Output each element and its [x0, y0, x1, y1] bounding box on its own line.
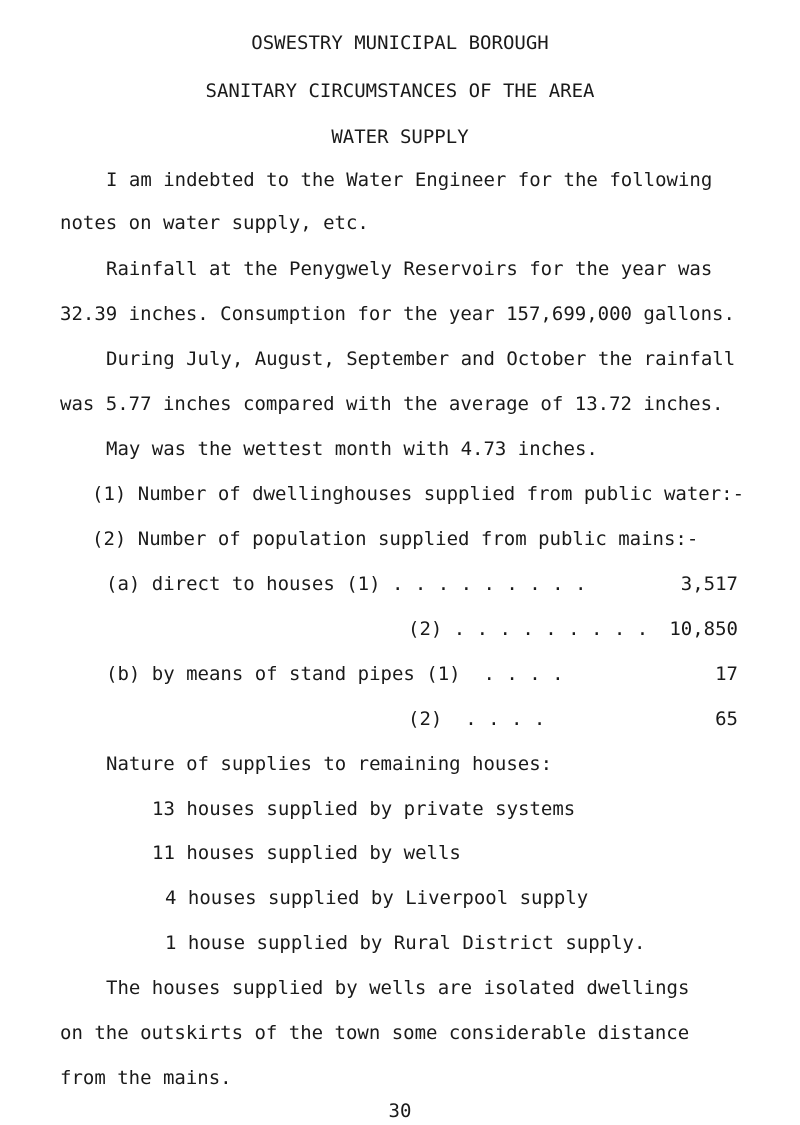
closing-line-2: on the outskirts of the town some considerable distance	[60, 1022, 690, 1044]
rainfall-line-5: May was the wettest month with 4.73 inches.	[106, 438, 598, 460]
nature-liverpool: 4 houses supplied by Liverpool supply	[165, 887, 589, 909]
section-title: SANITARY CIRCUMSTANCES OF THE AREA	[205, 80, 595, 102]
intro-line-2: notes on water supply, etc.	[60, 212, 369, 234]
direct-houses-2-value: 10,850	[669, 618, 738, 640]
nature-wells: 11 houses supplied by wells	[152, 842, 461, 864]
rainfall-line-1: Rainfall at the Penygwely Reservoirs for the year was	[106, 258, 713, 280]
stand-pipes-label: (b) by means of stand pipes (1) . . . .	[106, 663, 564, 685]
rainfall-line-3: During July, August, September and October the rainfall	[106, 348, 736, 370]
closing-line-3: from the mains.	[60, 1067, 232, 1089]
rainfall-line-2: 32.39 inches. Consumption for the year 157,699,000 gallons.	[60, 303, 735, 325]
item-1-dwellinghouses: (1) Number of dwellinghouses supplied from public water:-	[92, 483, 745, 505]
stand-pipes-2-label: (2) . . . .	[408, 708, 546, 730]
intro-line-1: I am indebted to the Water Engineer for the following	[106, 169, 713, 191]
page-number: 30	[388, 1100, 412, 1122]
direct-houses-label: (a) direct to houses (1) . . . . . . . . .	[106, 573, 587, 595]
nature-heading: Nature of supplies to remaining houses:	[106, 753, 553, 775]
item-2-population: (2) Number of population supplied from public mains:-	[92, 528, 699, 550]
direct-houses-1-value: 3,517	[680, 573, 738, 595]
subsection-title: WATER SUPPLY	[331, 126, 469, 148]
nature-rural: 1 house supplied by Rural District supply.	[165, 932, 646, 954]
stand-pipes-2-value: 65	[715, 708, 738, 730]
stand-pipes-1-value: 17	[715, 663, 738, 685]
direct-houses-2-label: (2) . . . . . . . . .	[408, 618, 649, 640]
closing-line-1: The houses supplied by wells are isolated dwellings	[106, 977, 690, 999]
nature-private-systems: 13 houses supplied by private systems	[152, 798, 576, 820]
rainfall-line-4: was 5.77 inches compared with the average of 13.72 inches.	[60, 393, 724, 415]
borough-title: OSWESTRY MUNICIPAL BOROUGH	[251, 32, 549, 54]
